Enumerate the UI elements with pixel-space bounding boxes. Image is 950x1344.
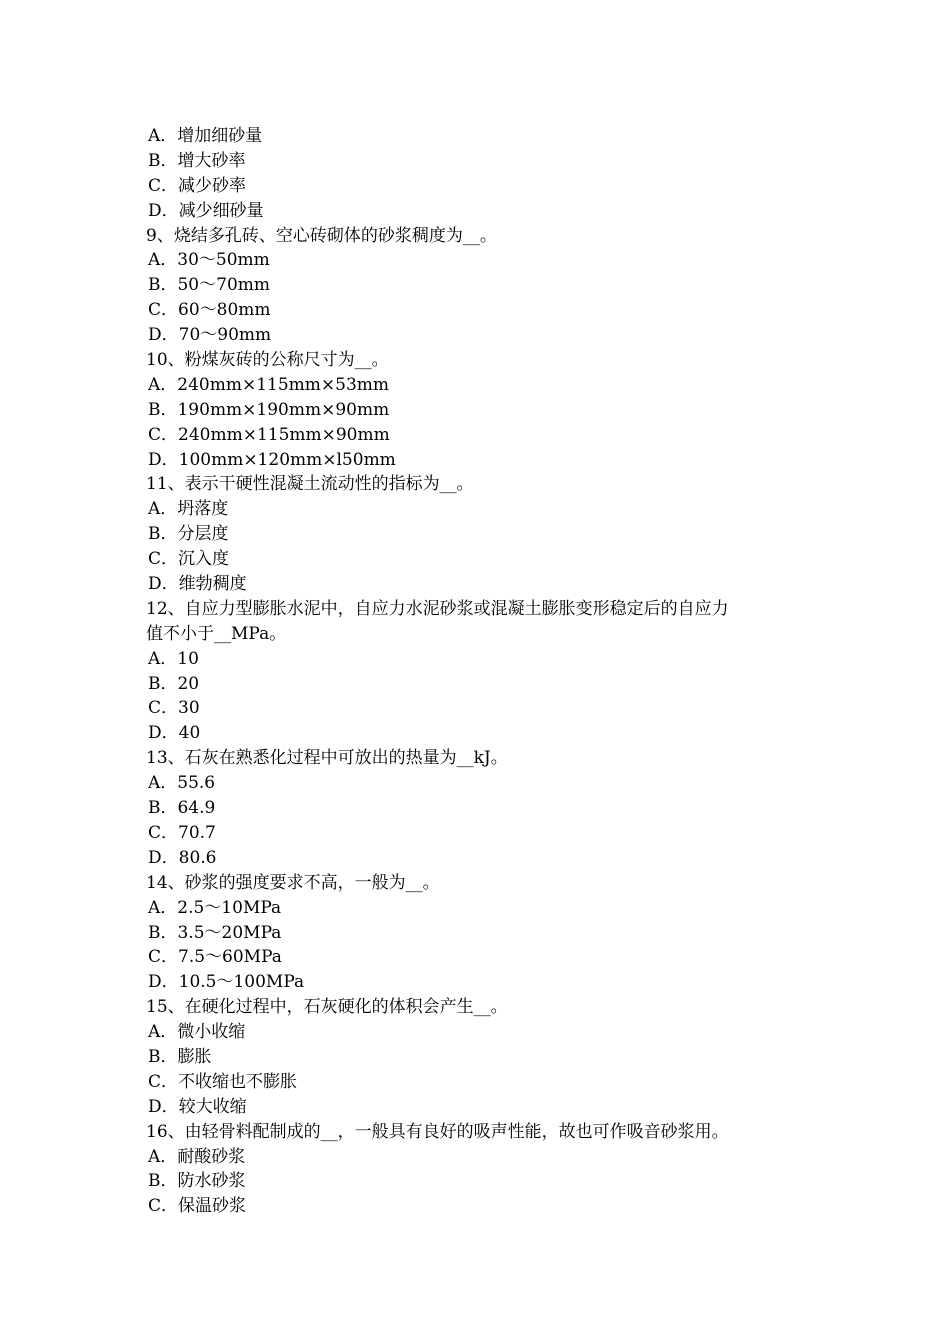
question-10-text: 10、粉煤灰砖的公称尺寸为__。 — [146, 350, 389, 371]
option-line: A．耐酸砂浆 — [148, 1146, 246, 1167]
option-line: C．30 — [148, 698, 200, 719]
question-9-text: 9、烧结多孔砖、空心砖砌体的砂浆稠度为__。 — [146, 225, 497, 246]
question-13-text: 13、石灰在熟悉化过程中可放出的热量为__kJ。 — [146, 748, 508, 769]
option-line: B．分层度 — [148, 524, 229, 545]
option-line: B．20 — [148, 673, 200, 694]
option-line: D．100mm×120mm×l50mm — [148, 449, 396, 470]
document-page — [146, 124, 826, 1219]
question-11-text: 11、表示干硬性混凝土流动性的指标为__。 — [146, 474, 474, 495]
option-line: B．190mm×190mm×90mm — [148, 399, 390, 420]
option-line: D．70～90mm — [148, 325, 272, 346]
option-line: A．30～50mm — [148, 250, 270, 271]
option-line: D．10.5～100MPa — [148, 972, 305, 993]
option-line: C．减少砂率 — [148, 175, 247, 196]
option-line: C．70.7 — [148, 822, 216, 843]
option-line: A．55.6 — [148, 773, 216, 794]
option-line: A．10 — [148, 648, 199, 669]
option-line: D．较大收缩 — [148, 1096, 247, 1117]
option-line: A．2.5～10MPa — [148, 897, 282, 918]
option-line: B．3.5～20MPa — [148, 922, 282, 943]
option-line: D．维勃稠度 — [148, 574, 247, 595]
option-line: A．增加细砂量 — [148, 126, 263, 146]
option-line: C．沉入度 — [148, 549, 230, 570]
option-line: A．240mm×115mm×53mm — [148, 374, 390, 395]
option-line: C．60～80mm — [148, 300, 271, 321]
option-line: B．50～70mm — [148, 275, 270, 296]
option-line: B．膨胀 — [148, 1046, 212, 1067]
question-12-text-line-1: 12、自应力型膨胀水泥中，自应力水泥砂浆或混凝土膨胀变形稳定后的自应力 — [146, 598, 729, 619]
option-line: B．增大砂率 — [148, 150, 246, 171]
option-line: B．64.9 — [148, 798, 216, 819]
option-line: D．80.6 — [148, 847, 217, 868]
option-line: C．不收缩也不膨胀 — [148, 1071, 298, 1092]
option-line: C．240mm×115mm×90mm — [148, 424, 390, 445]
question-14-text: 14、砂浆的强度要求不高，一般为__。 — [146, 872, 440, 893]
option-line: D．减少细砂量 — [148, 200, 264, 221]
question-12-text-line-2: 值不小于__MPa。 — [146, 623, 287, 644]
question-15-text: 15、在硬化过程中，石灰硬化的体积会产生__。 — [146, 997, 508, 1018]
option-line: D．40 — [148, 723, 201, 744]
option-line: B．防水砂浆 — [148, 1171, 246, 1192]
option-line: C．保温砂浆 — [148, 1196, 247, 1217]
option-line: C．7.5～60MPa — [148, 947, 282, 968]
option-line: A．坍落度 — [148, 499, 229, 520]
option-line: A．微小收缩 — [148, 1022, 246, 1043]
question-16-text: 16、由轻骨料配制成的__，一般具有良好的吸声性能，故也可作吸音砂浆用。 — [146, 1121, 729, 1142]
